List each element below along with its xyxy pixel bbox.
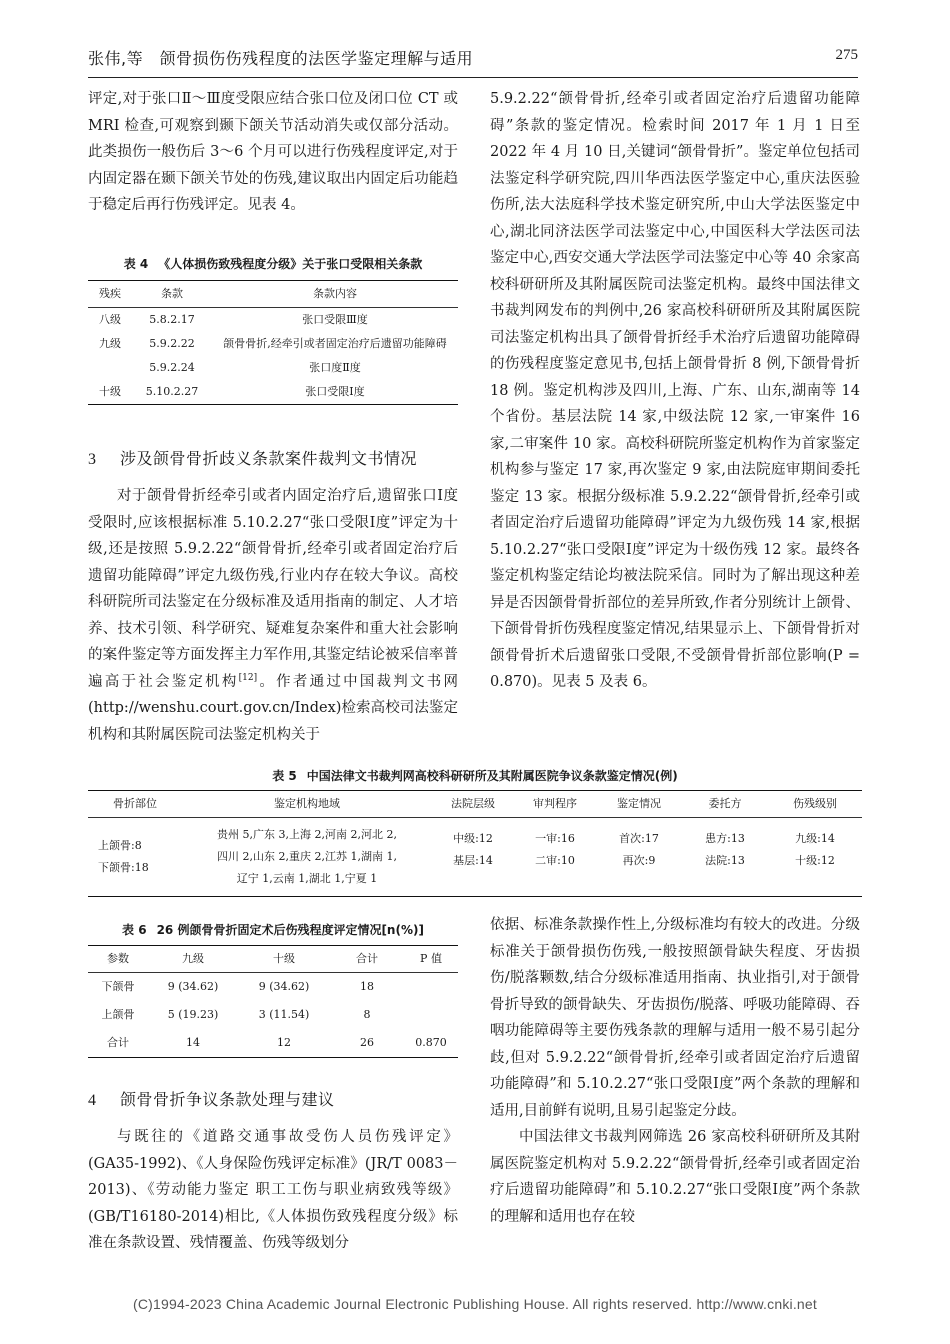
table6-title: 26 例颌骨骨折固定术后伤残程度评定情况[n(%)]	[156, 923, 424, 937]
cell-line: 一审:16	[535, 832, 575, 845]
cell-line: 辽宁 1,云南 1,湖北 1,宁夏 1	[236, 872, 378, 885]
table-header-cell: 合计	[330, 946, 404, 973]
table-header-cell: 条款	[132, 281, 212, 308]
table-header-cell: 条款内容	[212, 281, 458, 308]
table-header-row	[88, 791, 862, 818]
table6-caption	[88, 921, 458, 938]
table-row	[88, 356, 458, 380]
table-header-cell: 九级	[148, 946, 238, 973]
cell-line: 法院:13	[705, 854, 745, 867]
section-number: 4	[88, 1092, 97, 1109]
table-cell: 下颌骨	[101, 980, 135, 993]
trial-procedure-cell	[514, 818, 596, 897]
table-cell: 14	[148, 1029, 238, 1058]
table-cell: 5.9.2.24	[149, 361, 195, 374]
paragraph-text: 。作者通过中国裁判文书网(http://wenshu.court.gov.cn/Index)检索高校司法鉴定机构和其附属医院司法鉴定机构关于	[88, 673, 459, 743]
table4-title: 《人体损伤致残程度分级》关于张口受限相关条款	[158, 257, 423, 271]
section-4-heading	[88, 1087, 458, 1114]
cell-line: 患方:13	[705, 832, 745, 845]
section-3-heading	[88, 446, 458, 473]
paragraph-text: 对于颌骨骨折经牵引或者内固定治疗后,遗留张口Ⅰ度受限时,应该根据标准 5.10.2.27“张口受限Ⅰ度”评定为十级,还是按照 5.9.2.22“颌骨骨折,经牵引或者固定治疗后遗留功能障碍”评定九级伤残,行业内存在较大争议。高校科研院所司法鉴定在分级标准及适用指南的制定、人才培养、技术引领、科学研究、疑难复杂案件和重大社会影响的案件鉴定等方面发挥主力军作用,其鉴定结论被采信率普遍高于社会鉴定机构	[88, 488, 458, 690]
table-row	[88, 973, 458, 1002]
table5-caption	[88, 767, 862, 784]
right-column-top	[490, 86, 860, 696]
section-4-paragraph: 与既往的《道路交通事故受伤人员伤残评定》(GA35-1992)、《人身保险伤残评定标准》(JR/T 0083－2013)、《劳动能力鉴定 职工工伤与职业病致残等级》(GB/T16180-2014)相比,《人体损伤致残程度分级》标准在条款设置、残情覆盖、伤残等级划分	[88, 1129, 458, 1251]
table-cell: 8	[363, 1008, 371, 1021]
cell-line: 十级:12	[795, 854, 835, 867]
table-header-cell: 委托方	[682, 791, 768, 818]
right-column-bottom	[490, 912, 860, 1230]
table-header-cell: 残疾	[88, 281, 132, 308]
table-row	[88, 1029, 458, 1058]
cell-line: 下颌骨:18	[98, 861, 149, 874]
table6-label: 表 6	[122, 923, 147, 937]
table-header-cell: 法院层级	[432, 791, 514, 818]
table-cell	[88, 356, 132, 380]
table4-label: 表 4	[123, 257, 149, 271]
continuation-paragraph: 依据、标准条款操作性上,分级标准均有较大的改进。分级标准关于颌骨损伤伤残,一般按照颌骨缺失程度、牙齿损伤/脱落颗数,结合分级标准适用指南、执业指引,对于颌骨骨折导致的颌骨缺失、牙齿损伤/脱落、呼吸功能障碍、吞咽功能障碍等主要伤残条款的理解与适用一般不易引起分歧,但对 5.9.2.22“颌骨骨折,经牵引或者固定治疗后遗留功能障碍”和 5.10.2.27“张口受限Ⅰ度”两个条款的理解和适用,目前鲜有说明,且易引起鉴定分歧。	[490, 917, 860, 1119]
table-header-cell: 审判程序	[514, 791, 596, 818]
table-cell: 5 (19.23)	[167, 1008, 219, 1021]
disability-grade-cell	[768, 818, 862, 897]
table-header-cell: 十级	[238, 946, 330, 973]
table-cell: 张口受限Ⅲ度	[302, 313, 368, 326]
table-cell: 5.9.2.22	[149, 337, 195, 350]
table-cell: 张口度Ⅱ度	[309, 361, 361, 374]
table-cell	[404, 973, 458, 1002]
table-cell: 3 (11.54)	[258, 1008, 310, 1021]
table-header-cell: 骨折部位	[88, 791, 182, 818]
section-4	[88, 1087, 458, 1257]
cell-line: 四川 2,山东 2,重庆 2,江苏 1,湖南 1,	[217, 850, 397, 863]
table-cell: 9 (34.62)	[167, 980, 219, 993]
table-cell: 0.870	[404, 1029, 458, 1058]
paragraph: 中国法律文书裁判网筛选 26 家高校科研研所及其附属医院鉴定机构对 5.9.2.22“颌骨骨折,经牵引或者固定治疗后遗留功能障碍”和 5.10.2.27“张口受限Ⅰ度”两个条款的理解和适用也存在较	[490, 1129, 860, 1225]
table5	[88, 790, 862, 897]
table-row	[88, 1001, 458, 1029]
cell-line: 中级:12	[453, 832, 493, 845]
table-cell: 颌骨骨折,经牵引或者固定治疗后遗留功能障碍	[223, 337, 447, 350]
client-cell	[682, 818, 768, 897]
section-title: 颌骨骨折争议条款处理与建议	[120, 1090, 335, 1109]
running-title: 张伟,等 颌骨损伤伤残程度的法医学鉴定理解与适用	[88, 49, 474, 68]
search-results-paragraph: 5.9.2.22“颌骨骨折,经牵引或者固定治疗后遗留功能障碍”条款的鉴定情况。检索时间 2017 年 1 月 1 日至 2022 年 4 月 10 日,关键词“颌骨骨折”。鉴定单位包括司法鉴定科学研究院,四川华西法医学鉴定中心,重庆法医验伤所,法大法庭科学技术鉴定研究所,中山大学法医鉴定中心,湖北同济法医学司法鉴定中心,中国医科大学法医司法鉴定中心,西安交通大学法医学司法鉴定中心等 40 余家高校科研研所及其附属医院司法鉴定机构。最终中国法律文书裁判网发布的判例中,26 家高校科研研所及其附属医院司法鉴定机构出具了颌骨骨折经手术治疗后遗留功能障碍的伤残程度鉴定意见书,包括上颌骨骨折 8 例,下颌骨骨折 18 例。鉴定机构涉及四川,上海、广东、山东,湖南等 14 个省份。基层法院 14 家,中级法院 12 家,一审案件 16 家,二审案件 10 家。高校科研院所鉴定机构作为首家鉴定机构参与鉴定 17 家,再次鉴定 9 家,由法院庭审期间委托鉴定 13 家。根据分级标准 5.9.2.22“颌骨骨折,经牵引或者固定治疗后遗留功能障碍”评定为九级伤残 14 家,根据 5.10.2.27“张口受限Ⅰ度”评定为十级伤残 12 家。最终各鉴定机构鉴定结论均被法院采信。同时为了解出现这种差异是否因颌骨骨折部位的差异所致,作者分别统计上颌骨、下颌骨骨折伤残程度鉴定情况,结果显示上、下颌骨骨折对颌骨骨折术后遗留张口受限,不受颌骨骨折部位影响(P = 0.870)。见表 5 及表 6。	[490, 91, 860, 690]
table-cell: 9 (34.62)	[258, 980, 310, 993]
table-cell: 八级	[99, 313, 121, 326]
table-row	[88, 332, 458, 356]
section-3-paragraph	[88, 483, 458, 748]
table-header-cell: 鉴定情况	[596, 791, 682, 818]
table-cell: 18	[360, 980, 374, 993]
section-number: 3	[88, 451, 97, 468]
table-header-row	[88, 946, 458, 973]
cell-line: 基层:14	[453, 854, 493, 867]
section-title: 涉及颌骨骨折歧义条款案件裁判文书情况	[120, 449, 418, 468]
table-cell	[404, 1001, 458, 1029]
table-header-cell: P 值	[404, 946, 458, 973]
citation-ref: [12]	[238, 672, 258, 683]
cell-line: 再次:9	[622, 854, 656, 867]
table-cell: 上颌骨	[101, 1008, 135, 1021]
intro-paragraph: 评定,对于张口Ⅱ～Ⅲ度受限应结合张口位及闭口位 CT 或 MRI 检查,可观察到颞下颌关节活动消失或仅部分活动。此类损伤一般伤后 3～6 个月可以进行伤残程度评定,对于内固定器在颞下颌关节处的伤残,建议取出内固定后功能趋于稳定后再行伤残评定。见表 4。	[88, 91, 458, 213]
region-cell	[182, 818, 432, 897]
table-header-row	[88, 281, 458, 308]
table-cell: 5.8.2.17	[149, 313, 195, 326]
appraisal-cell	[596, 818, 682, 897]
table4	[88, 280, 458, 405]
cell-line: 二审:10	[535, 854, 575, 867]
court-level-cell	[432, 818, 514, 897]
table-header-cell: 鉴定机构地域	[182, 791, 432, 818]
table-cell: 张口受限Ⅰ度	[212, 380, 458, 405]
table-row	[88, 308, 458, 333]
table-row	[88, 818, 862, 897]
table-header-cell: 伤残级别	[768, 791, 862, 818]
table6	[88, 945, 458, 1058]
cell-line: 上颌骨:8	[98, 839, 142, 852]
table5-label: 表 5	[272, 769, 297, 783]
running-header	[88, 42, 858, 78]
table-cell: 5.10.2.27	[132, 380, 212, 405]
cell-line: 首次:17	[619, 832, 659, 845]
fracture-site-cell	[88, 818, 182, 897]
page-number: 275	[835, 47, 858, 63]
cell-line: 贵州 5,广东 3,上海 2,河南 2,河北 2,	[217, 828, 397, 841]
section-3	[88, 446, 458, 748]
table-cell: 12	[238, 1029, 330, 1058]
table-cell: 十级	[88, 380, 132, 405]
table-header-cell: 参数	[88, 946, 148, 973]
copyright-footer: (C)1994-2023 China Academic Journal Electronic Publishing House. All rights reserved. http://www.cnki.net	[133, 1296, 817, 1312]
table-row	[88, 380, 458, 405]
cell-line: 九级:14	[795, 832, 835, 845]
table-cell: 九级	[99, 337, 121, 350]
table4-caption	[88, 255, 458, 272]
left-column-intro	[88, 86, 458, 219]
table-cell: 26	[330, 1029, 404, 1058]
table5-title: 中国法律文书裁判网高校科研研所及其附属医院争议条款鉴定情况(例)	[306, 769, 678, 783]
table-cell: 合计	[88, 1029, 148, 1058]
